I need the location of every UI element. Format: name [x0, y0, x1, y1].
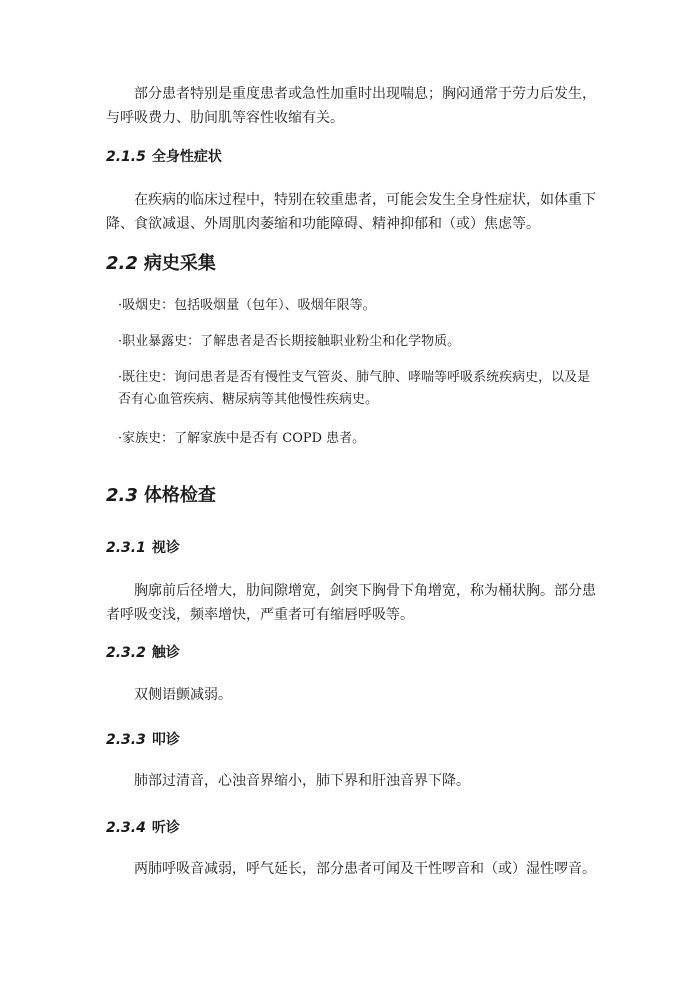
list-item-smoking-history: ·吸烟史：包括吸烟量（包年）、吸烟年限等。 [118, 298, 376, 313]
heading-2-3-4 [106, 818, 180, 838]
heading-number: 2.3.2 [106, 645, 146, 661]
heading-number: 2.3.4 [106, 820, 146, 836]
heading-number: 2.3.1 [106, 540, 146, 556]
heading-title: 全身性症状 [151, 149, 222, 165]
paragraph-percussion: 肺部过清音，心浊音界缩小，肺下界和肝浊音界下降。 [134, 773, 470, 789]
list-item-family-history: ·家族史：了解家族中是否有 COPD 患者。 [118, 431, 366, 446]
heading-2-1-5 [106, 147, 222, 167]
heading-title: 视诊 [151, 540, 180, 556]
heading-title: 触诊 [151, 645, 180, 661]
paragraph-palpation: 双侧语颤减弱。 [134, 687, 232, 703]
heading-2-2 [106, 252, 216, 276]
paragraph-auscultation: 两肺呼吸音减弱，呼气延长，部分患者可闻及干性啰音和（或）湿性啰音。 [134, 861, 596, 877]
heading-number: 2.1.5 [106, 149, 146, 165]
heading-2-3-3 [106, 730, 180, 750]
heading-title: 听诊 [151, 820, 180, 836]
paragraph-systemic-symptoms: 在疾病的临床过程中，特别在较重患者，可能会发生全身性症状，如体重下降、食欲减退、外周肌肉萎缩和功能障碍、精神抑郁和（或）焦虑等。 [106, 192, 596, 232]
list-item-past-history: ·既往史：询问患者是否有慢性支气管炎、肺气肿、哮喘等呼吸系统疾病史，以及是否有心血管疾病、糖尿病等其他慢性疾病史。 [118, 370, 591, 407]
heading-number: 2.3.3 [106, 732, 146, 748]
list-item-occupational-history: ·职业暴露史：了解患者是否长期接触职业粉尘和化学物质。 [118, 334, 461, 349]
heading-2-3-1 [106, 538, 180, 558]
heading-title: 病史采集 [143, 253, 216, 274]
heading-title: 叩诊 [151, 732, 180, 748]
heading-title: 体格检查 [143, 485, 216, 506]
heading-number: 2.2 [106, 253, 138, 274]
heading-2-3-2 [106, 643, 180, 663]
paragraph-wheezing: 部分患者特别是重度患者或急性加重时出现喘息；胸闷通常于劳力后发生，与呼吸费力、肋间肌等容性收缩有关。 [106, 86, 596, 126]
heading-2-3 [106, 484, 216, 508]
heading-number: 2.3 [106, 485, 138, 506]
paragraph-inspection: 胸廓前后径增大，肋间隙增宽，剑突下胸骨下角增宽，称为桶状胸。部分患者呼吸变浅，频率增快，严重者可有缩唇呼吸等。 [106, 583, 596, 623]
